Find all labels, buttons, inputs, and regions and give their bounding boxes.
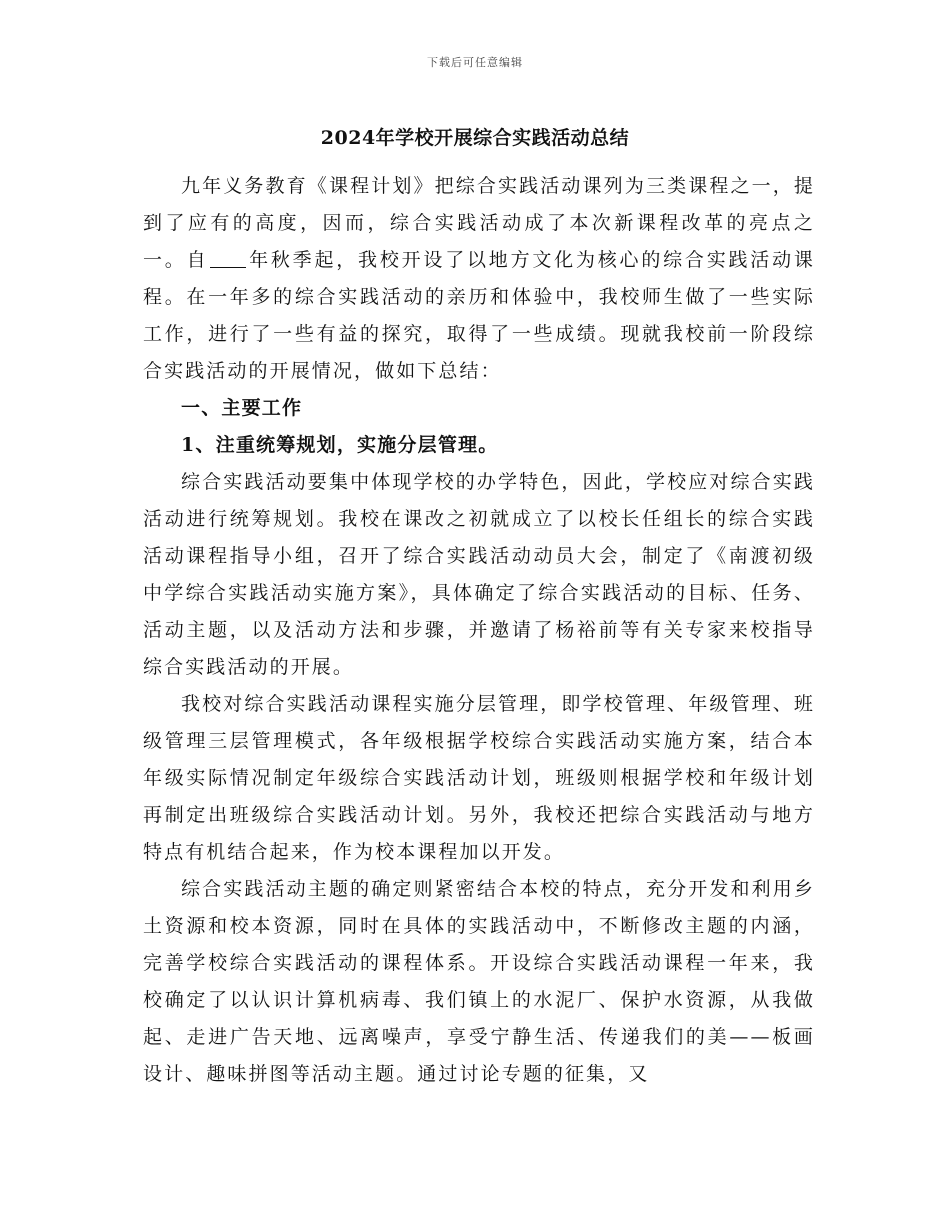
body-paragraph-2: 我校对综合实践活动课程实施分层管理，即学校管理、年级管理、班级管理三层管理模式，各年级根据学校综合实践活动实施方案，结合本年级实际情况制定年级综合实践活动计划，班级则根据学校和年级计划再制定出班级综合实践活动计划。另外，我校还把综合实践活动与地方特点有机结合起来，作为校本课程加以开发。 bbox=[143, 693, 815, 863]
year-blank bbox=[210, 249, 246, 268]
subsection-heading: 1、注重统筹规划，实施分层管理。 bbox=[181, 434, 499, 456]
document-body bbox=[143, 168, 815, 1093]
intro-text-start: 九年义务教育《课程计划》把综合实践活动课列为三类课程之一，提到了应有的高度，因而，综合实践活动成了本次新课程改革的亮点之一。自 bbox=[143, 175, 815, 271]
document-title: 2024年学校开展综合实践活动总结 bbox=[320, 127, 630, 149]
header-note: 下载后可任意编辑 bbox=[427, 56, 523, 69]
section-heading: 一、主要工作 bbox=[181, 397, 303, 419]
body-paragraph-3: 综合实践活动主题的确定则紧密结合本校的特点，充分开发和利用乡土资源和校本资源，同时在具体的实践活动中，不断修改主题的内涵，完善学校综合实践活动的课程体系。开设综合实践活动课程一年来，我校确定了以认识计算机病毒、我们镇上的水泥厂、保护水资源，从我做起、走进广告天地、远离噪声，享受宁静生活、传递我们的美——板画设计、趣味拼图等活动主题。通过讨论专题的征集，又 bbox=[143, 878, 815, 1085]
body-paragraph-1: 综合实践活动要集中体现学校的办学特色，因此，学校应对综合实践活动进行统筹规划。我校在课改之初就成立了以校长任组长的综合实践活动课程指导小组，召开了综合实践活动动员大会，制定了《南渡初级中学综合实践活动实施方案》，具体确定了综合实践活动的目标、任务、活动主题，以及活动方法和步骤，并邀请了杨裕前等有关专家来校指导综合实践活动的开展。 bbox=[143, 471, 815, 678]
intro-text-end: 年秋季起，我校开设了以地方文化为核心的综合实践活动课程。在一年多的综合实践活动的亲历和体验中，我校师生做了一些实际工作，进行了一些有益的探究，取得了一些成绩。现就我校前一阶段综合实践活动的开展情况，做如下总结： bbox=[143, 249, 815, 382]
intro-paragraph bbox=[143, 168, 815, 390]
